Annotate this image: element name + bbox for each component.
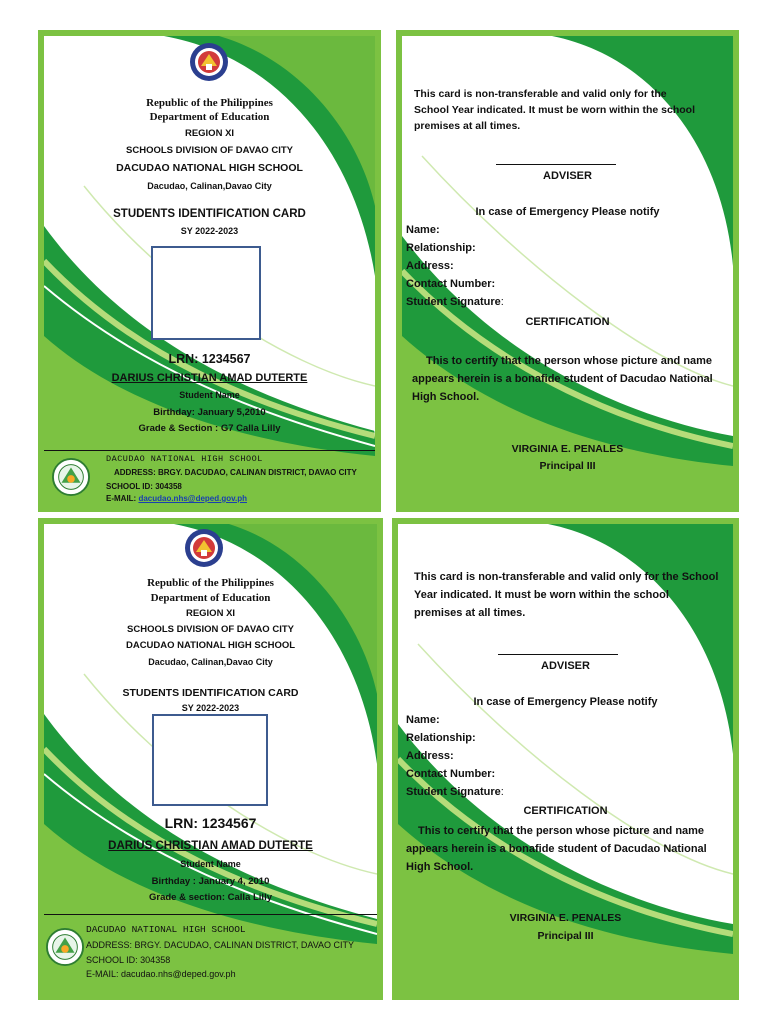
emergency-contact-label: Contact Number:: [406, 768, 496, 780]
deped-seal-icon: [189, 42, 229, 82]
footer-divider: [44, 450, 375, 451]
emergency-name-label: Name:: [406, 224, 440, 236]
footer-school-id: SCHOOL ID: 304358: [106, 482, 182, 491]
grade-section-text: Grade & section: Calla Lilly: [148, 892, 272, 903]
id-card-back-1: [396, 30, 739, 512]
school-address: Dacudao, Calinan,Davao City: [148, 657, 273, 667]
school-year: SY 2022-2023: [181, 703, 240, 713]
student-signature-label: [406, 786, 504, 798]
photo-box: [151, 246, 261, 340]
school-name: DACUDAO NATIONAL HIGH SCHOOL: [125, 640, 296, 651]
principal-name: VIRGINIA E. PENALES: [511, 443, 624, 455]
emergency-contact-label: Contact Number:: [406, 278, 496, 290]
school-logo-icon: [52, 458, 90, 496]
emergency-address-label: Address:: [406, 750, 454, 762]
grade-section-text: Grade & Section : G7 Calla Lilly: [138, 423, 281, 434]
student-signature-label: [406, 296, 504, 308]
card-footer: [44, 444, 375, 506]
division-text: SCHOOLS DIVISION OF DAVAO CITY: [127, 624, 294, 635]
card-footer: [44, 910, 377, 994]
emergency-relationship-label: Relationship:: [406, 732, 476, 744]
deped-seal-icon: [184, 528, 224, 568]
emergency-address-label: Address:: [406, 260, 454, 272]
department-text: Department of Education: [149, 111, 270, 123]
student-signature-colon: :: [500, 296, 504, 308]
student-name: DARIUS CHRISTIAN AMAD DUTERTE: [108, 840, 313, 852]
region-text: REGION XI: [184, 128, 235, 139]
emergency-notify: In case of Emergency Please notify: [473, 696, 658, 708]
id-card-back-2: [392, 518, 739, 1000]
principal-title: Principal III: [539, 460, 596, 472]
footer-email: [106, 494, 247, 503]
footer-school-name: DACUDAO NATIONAL HIGH SCHOOL: [106, 454, 263, 464]
emergency-name-label: Name:: [406, 714, 440, 726]
department-text: Department of Education: [150, 592, 271, 604]
principal-name: VIRGINIA E. PENALES: [509, 912, 622, 924]
student-signature-label-text: Student Signature: [406, 786, 501, 798]
certification-heading: CERTIFICATION: [525, 316, 610, 328]
division-text: SCHOOLS DIVISION OF DAVAO CITY: [126, 145, 293, 156]
notice-text: This card is non-transferable and valid only for the School Year indicated. It must be worn within the school premises at all times.: [414, 571, 719, 619]
certification-text: This to certify that the person whose picture and name appears herein is a bonafide student of Dacudao National High School.: [406, 825, 707, 873]
adviser-label: ADVISER: [543, 170, 592, 182]
footer-email-label: E-MAIL:: [106, 494, 139, 503]
school-name: DACUDAO NATIONAL HIGH SCHOOL: [116, 162, 303, 174]
adviser-signature-line: [496, 164, 616, 165]
emergency-notify: In case of Emergency Please notify: [475, 206, 660, 218]
student-signature-label-text: Student Signature: [406, 296, 501, 308]
footer-email: E-MAIL: dacudao.nhs@deped.gov.ph: [86, 969, 236, 979]
student-name-label: Student Name: [180, 859, 241, 869]
school-logo-icon: [46, 928, 84, 966]
footer-address: ADDRESS: BRGY. DACUDAO, CALINAN DISTRICT, DAVAO CITY: [114, 468, 357, 477]
footer-email-link[interactable]: dacudao.nhs@deped.gov.ph: [138, 494, 247, 503]
certification-text: This to certify that the person whose picture and name appears herein is a bonafide student of Dacudao National High School.: [412, 355, 713, 403]
footer-divider: [44, 914, 377, 915]
card-title: STUDENTS IDENTIFICATION CARD: [122, 687, 299, 699]
notice-text: This card is non-transferable and valid only for the School Year indicated. It must be worn within the school premises at all times.: [414, 88, 696, 132]
adviser-label: ADVISER: [541, 660, 590, 672]
certification-heading: CERTIFICATION: [523, 805, 608, 817]
footer-school-id: SCHOOL ID: 304358: [86, 955, 171, 965]
student-name: DARIUS CHRISTIAN AMAD DUTERTE: [111, 372, 308, 384]
adviser-signature-line: [498, 654, 618, 655]
lrn-text: LRN: 1234567: [164, 815, 257, 831]
republic-text: Republic of the Philippines: [147, 577, 274, 589]
photo-box: [152, 714, 268, 806]
school-address: Dacudao, Calinan,Davao City: [147, 181, 272, 191]
card-title: STUDENTS IDENTIFICATION CARD: [113, 208, 306, 220]
school-year: SY 2022-2023: [180, 226, 239, 236]
footer-school-name: DACUDAO NATIONAL HIGH SCHOOL: [86, 924, 246, 935]
birthday-text: Birthday : January 4, 2010: [151, 876, 270, 887]
republic-text: Republic of the Philippines: [146, 97, 273, 109]
region-text: REGION XI: [185, 608, 236, 619]
birthday-text: Birthday: January 5,2010: [153, 407, 266, 418]
principal-title: Principal III: [537, 930, 594, 942]
footer-address: ADDRESS: BRGY. DACUDAO, CALINAN DISTRICT, DAVAO CITY: [86, 940, 355, 950]
emergency-relationship-label: Relationship:: [406, 242, 476, 254]
student-signature-colon: :: [500, 786, 504, 798]
student-name-label: Student Name: [179, 390, 240, 400]
lrn-text: LRN: 1234567: [168, 352, 251, 366]
id-card-front-2: [38, 518, 383, 1000]
id-card-front-1: [38, 30, 381, 512]
